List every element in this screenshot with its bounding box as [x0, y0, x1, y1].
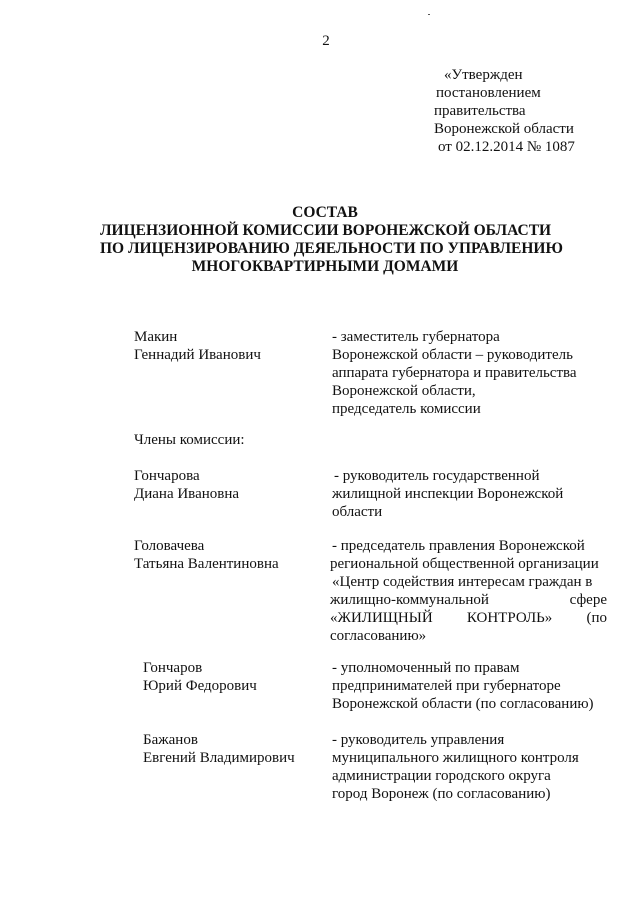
- role-line: региональной общественной организации: [330, 556, 599, 572]
- approval-line: правительства: [434, 103, 526, 119]
- role-line: - уполномоченный по правам: [332, 660, 520, 676]
- title-line: ПО ЛИЦЕНЗИРОВАНИЮ ДЕЯЕЛЬНОСТИ ПО УПРАВЛЕНИЮ: [100, 240, 563, 257]
- chairman-role: [332, 328, 577, 418]
- title-line: МНОГОКВАРТИРНЫМИ ДОМАМИ: [191, 258, 459, 275]
- name-line: Бажанов: [143, 732, 198, 748]
- role-line: город Воронеж (по согласованию): [332, 786, 551, 802]
- approval-line: «Утвержден: [444, 67, 523, 83]
- role-line: «Центр содействия интересам граждан в: [332, 574, 593, 590]
- role-line: предпринимателей при губернаторе: [332, 678, 561, 694]
- member-role: [332, 659, 594, 713]
- role-line: муниципального жилищного контроля: [332, 750, 579, 766]
- role-line: председатель комиссии: [332, 401, 481, 417]
- role-line: согласованию»: [330, 628, 427, 644]
- name-line: Юрий Федорович: [143, 678, 257, 694]
- chairman-name: [134, 328, 261, 364]
- role-word: (по: [586, 610, 607, 626]
- name-line: Татьяна Валентиновна: [134, 556, 279, 572]
- members-label: Члены комиссии:: [134, 432, 245, 448]
- approval-line: Воронежской области: [434, 121, 574, 137]
- role-line: жилищной инспекции Воронежской: [332, 486, 564, 502]
- member-name: [134, 537, 279, 573]
- role-line: Воронежской области – руководитель: [332, 347, 573, 363]
- member-role: [330, 467, 563, 521]
- role-line: Воронежской области (по согласованию): [332, 696, 594, 712]
- role-line: - руководитель государственной: [334, 468, 540, 484]
- page-number: 2: [322, 33, 330, 49]
- title-line: СОСТАВ: [292, 204, 358, 221]
- role-line: администрации городского округа: [332, 768, 551, 784]
- member-name: [143, 659, 257, 695]
- document-title: [100, 204, 563, 276]
- name-line: Геннадий Иванович: [134, 347, 261, 363]
- role-line: Воронежской области,: [332, 383, 476, 399]
- name-line: Диана Ивановна: [134, 486, 240, 502]
- approval-line: от 02.12.2014 № 1087: [438, 139, 575, 155]
- role-line: - руководитель управления: [332, 732, 505, 748]
- role-word: «ЖИЛИЩНЫЙ: [330, 610, 433, 626]
- role-word: сфере: [569, 592, 607, 608]
- role-word: жилищно-коммунальной: [330, 592, 489, 608]
- member-name: [143, 731, 295, 767]
- approval-line: постановлением: [436, 85, 541, 101]
- name-line: Гончарова: [134, 468, 200, 484]
- name-line: Гончаров: [143, 660, 203, 676]
- role-line-justified: [330, 591, 607, 609]
- role-line: - заместитель губернатора: [332, 329, 500, 345]
- role-word: КОНТРОЛЬ»: [466, 610, 553, 626]
- member-role: [332, 731, 579, 803]
- role-line-justified: [330, 609, 607, 627]
- role-line: аппарата губернатора и правительства: [332, 365, 577, 381]
- role-line: области: [332, 504, 383, 520]
- name-line: Евгений Владимирович: [143, 750, 295, 766]
- member-role: [330, 537, 607, 645]
- name-line: Макин: [134, 329, 178, 345]
- scan-speck: [428, 14, 430, 15]
- title-line: ЛИЦЕНЗИОННОЙ КОМИССИИ ВОРОНЕЖСКОЙ ОБЛАСТИ: [100, 222, 552, 239]
- member-name: [134, 467, 239, 503]
- name-line: Головачева: [134, 538, 205, 554]
- role-line: - председатель правления Воронежской: [332, 538, 585, 554]
- approval-stamp: [432, 66, 575, 156]
